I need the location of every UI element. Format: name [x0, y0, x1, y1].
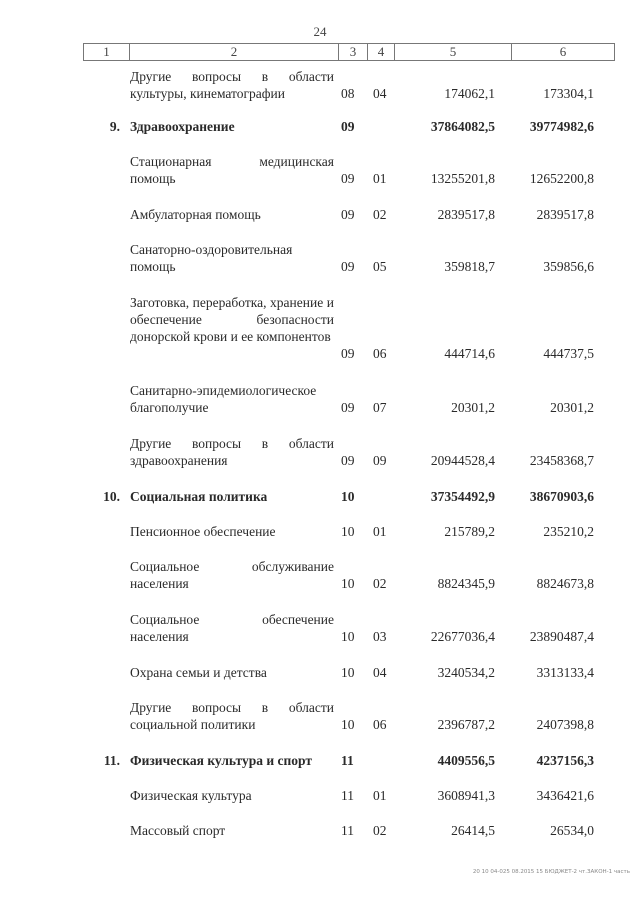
column-header: 6 — [512, 44, 615, 61]
subsection-code: 07 — [373, 400, 387, 415]
section-code: 11 — [341, 823, 354, 838]
row-number: 11. — [103, 753, 120, 768]
section-code: 10 — [341, 717, 355, 732]
section-code: 09 — [341, 259, 355, 274]
subsection-code: 04 — [373, 86, 387, 101]
amount-col5: 20301,2 — [451, 400, 495, 415]
row-name: Санитарно-эпидемиологическое благополучие — [130, 383, 317, 415]
amount-col6: 12652200,8 — [529, 171, 594, 186]
amount-col5: 2396787,2 — [437, 717, 495, 732]
subsection-code: 02 — [373, 207, 387, 222]
amount-col6: 173304,1 — [543, 86, 594, 101]
amount-col5: 3608941,3 — [437, 788, 495, 803]
subsection-code: 09 — [373, 453, 387, 468]
amount-col6: 39774982,6 — [529, 119, 594, 134]
row-name: Заготовка, переработка, хранение и обеспечение безопасности донорской крови и ее компонентов — [130, 295, 334, 344]
column-header: 5 — [395, 44, 512, 61]
amount-col6: 23890487,4 — [529, 629, 594, 644]
amount-col5: 174062,1 — [444, 86, 495, 101]
amount-col6: 444737,5 — [543, 346, 594, 361]
section-code: 09 — [341, 171, 355, 186]
row-name: Охрана семьи и детства — [130, 665, 267, 680]
section-code: 09 — [341, 119, 355, 134]
section-code: 10 — [341, 665, 355, 680]
amount-col5: 444714,6 — [444, 346, 495, 361]
amount-col6: 23458368,7 — [529, 453, 594, 468]
amount-col6: 3436421,6 — [536, 788, 594, 803]
section-code: 11 — [341, 788, 354, 803]
amount-col5: 2839517,8 — [437, 207, 495, 222]
row-number: 9. — [109, 119, 120, 134]
row-name: Физическая культура — [130, 788, 252, 803]
row-name: Физическая культура и спорт — [130, 753, 313, 768]
subsection-code: 01 — [373, 788, 387, 803]
column-header: 1 — [84, 44, 130, 61]
amount-col5: 215789,2 — [444, 524, 495, 539]
amount-col5: 3240534,2 — [437, 665, 495, 680]
subsection-code: 04 — [373, 665, 387, 680]
row-name: Другие вопросы в области культуры, кинематографии — [130, 69, 334, 101]
column-header: 4 — [368, 44, 395, 61]
amount-col6: 3313133,4 — [536, 665, 594, 680]
column-header-row — [83, 43, 615, 61]
row-name: Массовый спорт — [130, 823, 226, 838]
section-code: 10 — [341, 524, 355, 539]
amount-col6: 38670903,6 — [529, 489, 594, 504]
section-code: 09 — [341, 400, 355, 415]
row-name: Здравоохранение — [130, 119, 235, 134]
amount-col5: 26414,5 — [451, 823, 495, 838]
subsection-code: 02 — [373, 823, 387, 838]
section-code: 10 — [341, 629, 355, 644]
subsection-code: 03 — [373, 629, 387, 644]
amount-col6: 8824673,8 — [536, 576, 594, 591]
subsection-code: 02 — [373, 576, 387, 591]
row-name: Стационарная медицинская помощь — [130, 154, 334, 186]
amount-col6: 26534,0 — [550, 823, 594, 838]
subsection-code: 06 — [373, 717, 387, 732]
amount-col5: 22677036,4 — [430, 629, 495, 644]
section-code: 09 — [341, 207, 355, 222]
amount-col5: 4409556,5 — [437, 753, 495, 768]
section-code: 09 — [341, 453, 355, 468]
section-code: 11 — [341, 753, 354, 768]
subsection-code: 05 — [373, 259, 387, 274]
section-code: 09 — [341, 346, 355, 361]
subsection-code: 01 — [373, 524, 387, 539]
amount-col5: 13255201,8 — [430, 171, 495, 186]
row-name: Пенсионное обеспечение — [130, 524, 276, 539]
section-code: 10 — [341, 576, 355, 591]
row-name: Санаторно-оздоровительная помощь — [130, 242, 293, 274]
amount-col5: 359818,7 — [444, 259, 495, 274]
amount-col5: 37354492,9 — [430, 489, 495, 504]
section-code: 10 — [341, 489, 355, 504]
document-footer-code: 20 10 04-025 08.2015 15 БЮДЖЕТ-2 чт.ЗАКОН-1 часть — [472, 869, 630, 875]
row-name: Социальное обеспечение населения — [130, 612, 334, 644]
row-name: Социальное обслуживание населения — [130, 559, 334, 591]
subsection-code: 06 — [373, 346, 387, 361]
row-name: Социальная политика — [130, 489, 268, 504]
column-header: 3 — [339, 44, 368, 61]
column-header: 2 — [130, 44, 339, 61]
amount-col6: 2407398,8 — [536, 717, 594, 732]
amount-col6: 4237156,3 — [536, 753, 594, 768]
page-number: 24 — [313, 24, 327, 39]
section-code: 08 — [341, 86, 355, 101]
row-name: Другие вопросы в области социальной политики — [130, 700, 334, 732]
row-number: 10. — [103, 489, 120, 504]
row-name: Амбулаторная помощь — [130, 207, 261, 222]
amount-col6: 20301,2 — [550, 400, 594, 415]
subsection-code: 01 — [373, 171, 387, 186]
amount-col6: 359856,6 — [543, 259, 594, 274]
amount-col6: 235210,2 — [543, 524, 594, 539]
amount-col5: 20944528,4 — [430, 453, 495, 468]
amount-col6: 2839517,8 — [536, 207, 594, 222]
amount-col5: 8824345,9 — [437, 576, 495, 591]
amount-col5: 37864082,5 — [430, 119, 495, 134]
row-name: Другие вопросы в области здравоохранения — [130, 436, 334, 468]
